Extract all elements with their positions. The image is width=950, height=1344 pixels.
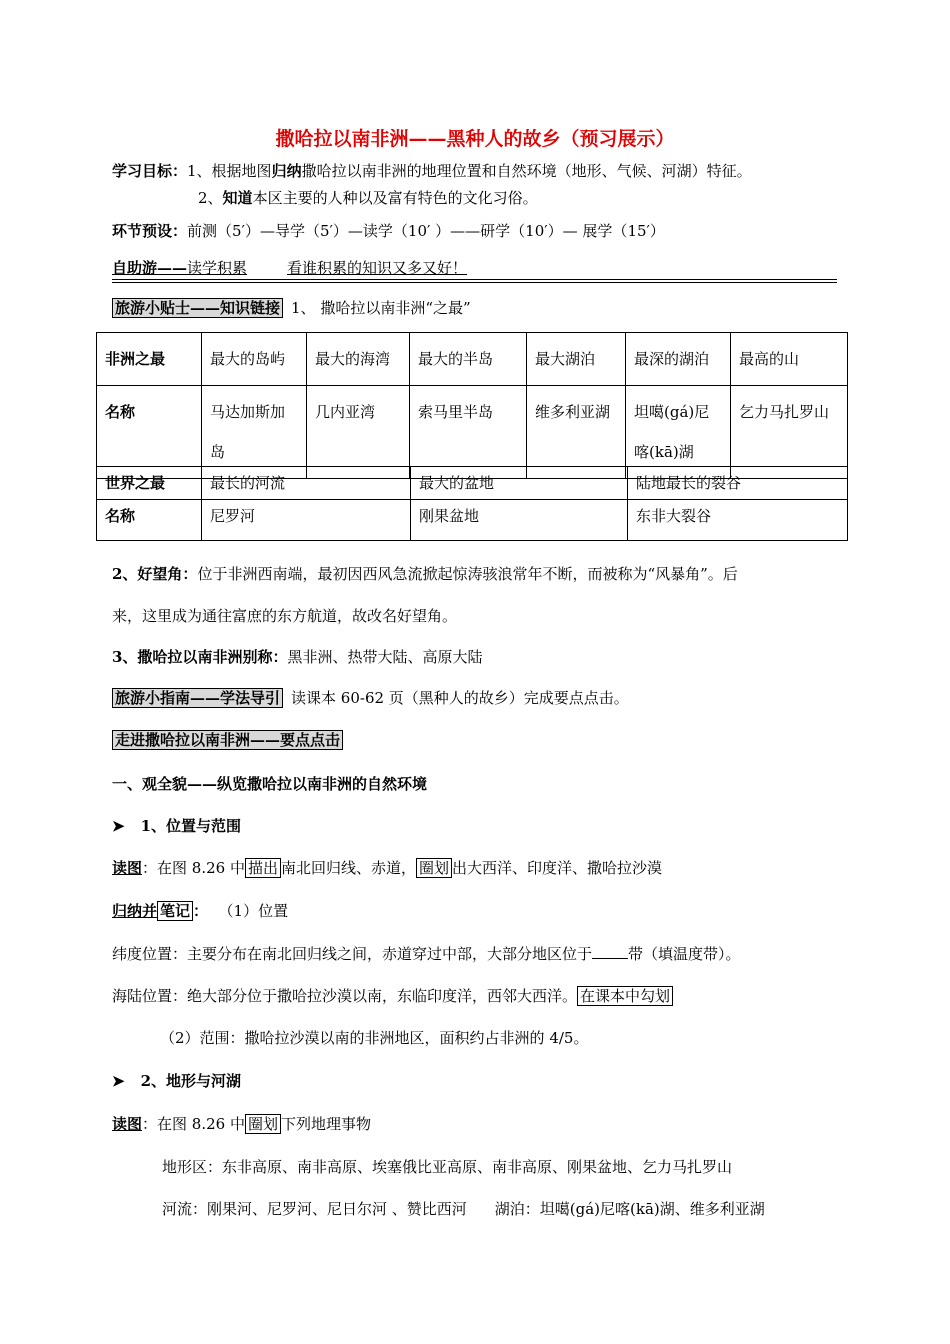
alias — [112, 646, 482, 667]
table-cell: 最长的河流 — [202, 467, 411, 500]
read-text: 南北回归线、赤道， — [280, 859, 416, 877]
read-text: 下列地理事物 — [280, 1115, 371, 1133]
table-cell: 刚果盆地 — [411, 500, 628, 541]
read-text: 出大西洋、印度洋、撒哈拉沙漠 — [452, 859, 663, 877]
table-cell: 尼罗河 — [202, 500, 411, 541]
lakes-text: 湖泊：坦噶(gá)尼喀(kā)湖、维多利亚湖 — [494, 1200, 765, 1218]
enter-label: 走进撒哈拉以南非洲——要点点击 — [112, 730, 343, 750]
table-cell: 最大的海湾 — [307, 333, 410, 386]
world-records-table — [96, 466, 848, 541]
sea-position — [112, 985, 673, 1006]
table-header-row — [97, 467, 848, 500]
table-cell: 维多利亚湖 — [527, 386, 626, 479]
read-text: ：在图 8.26 中 — [142, 1115, 245, 1133]
boxed-note: 在课本中勾划 — [577, 986, 673, 1006]
table-cell: 乞力马扎罗山 — [731, 386, 848, 479]
table-cell: 最大湖泊 — [527, 333, 626, 386]
cape-line1 — [112, 563, 738, 584]
subsection-title: 2、地形与河湖 — [140, 1072, 242, 1090]
table-cell: 名称 — [97, 500, 202, 541]
table-row — [97, 386, 848, 479]
guide-text: 读课本 60-62 页（黑种人的故乡）完成要点点击。 — [291, 689, 629, 707]
objectives-text: 本区主要的人种以及富有特色的文化习俗。 — [252, 189, 538, 207]
subsection-2 — [112, 1070, 241, 1091]
table-row — [97, 500, 848, 541]
range: （2）范围：撒哈拉沙漠以南的非洲地区，面积约占非洲的 4/5。 — [160, 1029, 589, 1047]
table-cell: 非洲之最 — [97, 333, 202, 386]
schedule — [112, 220, 665, 241]
table-cell: 最深的湖泊 — [626, 333, 731, 386]
latitude-text: 纬度位置：主要分布在南北回归线之间，赤道穿过中部，大部分地区位于 — [112, 945, 593, 963]
table-cell: 最高的山 — [731, 333, 848, 386]
latitude-text: 带（填温度带）。 — [628, 945, 741, 963]
guide-label: 旅游小指南——学法导引 — [112, 688, 283, 708]
boxed-keyword: 描出 — [245, 858, 281, 878]
tips — [112, 297, 471, 318]
table-cell: 最大的盆地 — [411, 467, 628, 500]
latitude — [112, 943, 741, 964]
divider — [112, 282, 837, 283]
boxed-keyword: 圈划 — [245, 1114, 281, 1134]
objectives-text: 1、根据地图 — [187, 162, 272, 180]
cape-label: 2、好望角： — [112, 565, 198, 583]
boxed-keyword: 圈划 — [416, 858, 452, 878]
africa-records-table — [96, 332, 848, 479]
rivers-lakes — [162, 1198, 765, 1219]
read-map-1 — [112, 857, 662, 878]
read-label: 读图 — [112, 859, 143, 877]
tips-text: 1、 撒哈拉以南非洲“之最” — [291, 299, 471, 317]
read-text: ：在图 8.26 中 — [142, 859, 245, 877]
table-cell: 东非大裂谷 — [628, 500, 848, 541]
schedule-text: 前测（5′）—导学（5′）—读学（10′ ）——研学（10′）— 展学（15′） — [187, 222, 665, 240]
objectives-text: 2、 — [198, 189, 223, 207]
fill-blank[interactable] — [592, 944, 628, 959]
terrain: 地形区：东非高原、南非高原、埃塞俄比亚高原、南非高原、刚果盆地、乞力马扎罗山 — [162, 1158, 733, 1176]
objectives-keyword: 知道 — [222, 189, 253, 207]
objectives-keyword: 归纳 — [271, 162, 302, 180]
table-cell: 世界之最 — [97, 467, 202, 500]
self-study-text: 读学积累 — [187, 259, 248, 277]
cape-line2: 来，这里成为通往富庶的东方航道，故改名好望角。 — [112, 607, 458, 625]
sea-text: 海陆位置：绝大部分位于撒哈拉沙漠以南，东临印度洋，西邻大西洋。 — [112, 987, 578, 1005]
self-study — [112, 257, 467, 278]
guide — [112, 687, 629, 708]
subsection-title: 1、位置与范围 — [140, 817, 242, 835]
subsection-1 — [112, 815, 241, 836]
table-cell: 名称 — [97, 386, 202, 479]
summary — [112, 900, 288, 921]
enter — [112, 729, 343, 750]
alias-text: 黑非洲、热带大陆、高原大陆 — [287, 648, 483, 666]
read-label: 读图 — [112, 1115, 143, 1133]
table-header-row — [97, 333, 848, 386]
objectives-label: 学习目标： — [112, 162, 188, 180]
tips-label: 旅游小贴士——知识链接 — [112, 298, 283, 318]
schedule-label: 环节预设： — [112, 222, 188, 240]
divider — [112, 279, 837, 280]
page-title: 撒哈拉以南非洲——黑种人的故乡（预习展示） — [275, 128, 675, 150]
summary-text: （1）位置 — [226, 902, 289, 920]
table-cell: 马达加斯加岛 — [202, 386, 307, 479]
objectives-line2 — [198, 187, 538, 208]
objectives-text: 撒哈拉以南非洲的地理位置和自然环境（地形、气候、河湖）特征。 — [301, 162, 752, 180]
alias-label: 3、撒哈拉以南非洲别称： — [112, 648, 288, 666]
cape-text: 位于非洲西南端，最初因西风急流掀起惊涛骇浪常年不断，而被称为“风暴角”。后 — [197, 565, 738, 583]
table-cell: 索马里半岛 — [410, 386, 527, 479]
table-cell: 陆地最长的裂谷 — [628, 467, 848, 500]
rivers-text: 河流：刚果河、尼罗河、尼日尔河 、赞比西河 — [162, 1200, 467, 1218]
summary-label-boxed: 笔记 — [157, 901, 193, 921]
self-study-label: 自助游—— — [112, 259, 188, 277]
self-study-slogan: 看谁积累的知识又多又好！ — [287, 259, 468, 277]
arrow-bullet-icon: ➤ — [112, 817, 125, 835]
table-cell: 最大的岛屿 — [202, 333, 307, 386]
summary-colon: ： — [193, 902, 209, 920]
read-map-2 — [112, 1113, 371, 1134]
table-cell: 最大的半岛 — [410, 333, 527, 386]
section-heading: 一、观全貌——纵览撒哈拉以南非洲的自然环境 — [112, 775, 428, 793]
table-cell: 几内亚湾 — [307, 386, 410, 479]
objectives-line1 — [112, 160, 752, 181]
table-cell: 坦噶(gá)尼喀(kā)湖 — [626, 386, 731, 479]
arrow-bullet-icon: ➤ — [112, 1072, 125, 1090]
summary-label: 归纳并 — [112, 902, 158, 920]
